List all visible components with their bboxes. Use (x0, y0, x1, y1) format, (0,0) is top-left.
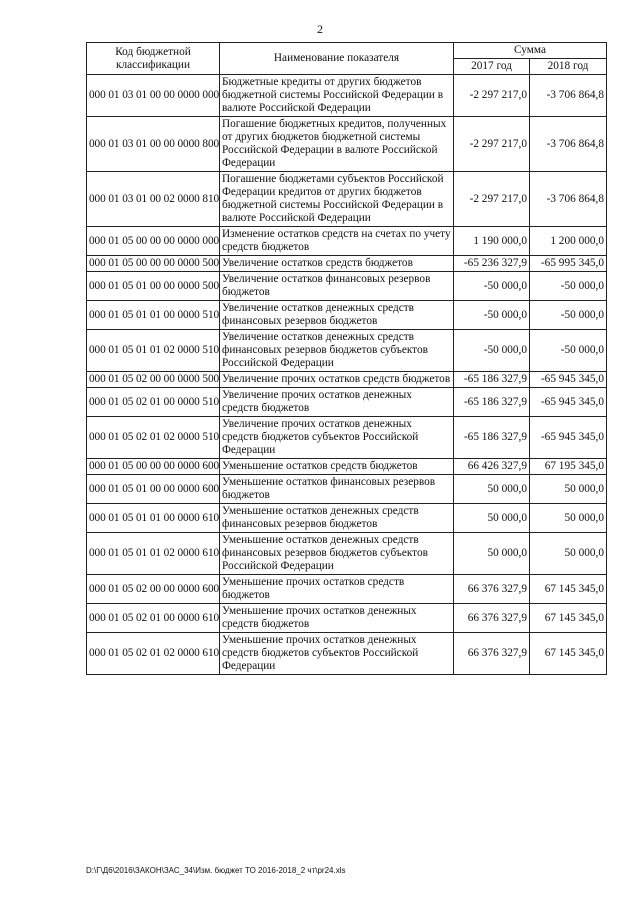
row-value-2017: -2 297 217,0 (454, 172, 530, 227)
row-code: 000 01 05 02 01 02 0000 610 (87, 633, 220, 675)
table-row (87, 533, 607, 575)
budget-table (86, 42, 607, 675)
row-value-2018: -3 706 864,8 (530, 117, 607, 172)
table-row (87, 504, 607, 533)
table-row (87, 256, 607, 272)
row-value-2017: 50 000,0 (454, 475, 530, 504)
row-value-2018: 67 145 345,0 (530, 633, 607, 675)
row-code: 000 01 05 02 01 02 0000 510 (87, 417, 220, 459)
row-code: 000 01 03 01 00 02 0000 810 (87, 172, 220, 227)
row-name: Увеличение прочих остатков денежных средств бюджетов субъектов Российской Федерации (220, 417, 454, 459)
row-value-2018: -50 000,0 (530, 330, 607, 372)
row-code: 000 01 05 02 00 00 0000 500 (87, 372, 220, 388)
row-name: Уменьшение прочих остатков денежных средств бюджетов субъектов Российской Федерации (220, 633, 454, 675)
table-row (87, 459, 607, 475)
table-row (87, 227, 607, 256)
header-row (87, 43, 607, 59)
table-row (87, 301, 607, 330)
table-row (87, 75, 607, 117)
row-code: 000 01 05 01 01 00 0000 510 (87, 301, 220, 330)
row-code: 000 01 05 01 01 02 0000 610 (87, 533, 220, 575)
row-value-2018: 50 000,0 (530, 533, 607, 575)
file-path-footer: D:\Г\Д6\2016\ЗАКОН\ЗАС_34\Изм. бюджет ТО 2016-2018_2 чт\pr24.xls (86, 866, 346, 875)
row-value-2017: -2 297 217,0 (454, 75, 530, 117)
row-value-2017: 50 000,0 (454, 504, 530, 533)
row-code: 000 01 03 01 00 00 0000 000 (87, 75, 220, 117)
header-name: Наименование показателя (220, 43, 454, 75)
row-name: Уменьшение остатков денежных средств финансовых резервов бюджетов (220, 504, 454, 533)
row-name: Увеличение остатков финансовых резервов бюджетов (220, 272, 454, 301)
row-name: Погашение бюджетами субъектов Российской Федерации кредитов от других бюджетов бюджетной системы Российской Федерации в валюте Российской Федерации (220, 172, 454, 227)
row-value-2018: 1 200 000,0 (530, 227, 607, 256)
table-row (87, 633, 607, 675)
table-row (87, 172, 607, 227)
row-value-2018: 67 145 345,0 (530, 604, 607, 633)
row-value-2017: -65 186 327,9 (454, 417, 530, 459)
table-row (87, 417, 607, 459)
row-value-2017: -2 297 217,0 (454, 117, 530, 172)
header-year-2018: 2018 год (530, 59, 607, 75)
row-value-2018: 67 195 345,0 (530, 459, 607, 475)
row-code: 000 01 03 01 00 00 0000 800 (87, 117, 220, 172)
row-code: 000 01 05 01 00 00 0000 500 (87, 272, 220, 301)
row-name: Увеличение остатков денежных средств финансовых резервов бюджетов (220, 301, 454, 330)
row-value-2017: 66 376 327,9 (454, 633, 530, 675)
row-name: Изменение остатков средств на счетах по учету средств бюджетов (220, 227, 454, 256)
row-name: Уменьшение остатков средств бюджетов (220, 459, 454, 475)
row-value-2018: -65 995 345,0 (530, 256, 607, 272)
table-row (87, 330, 607, 372)
row-code: 000 01 05 01 01 02 0000 510 (87, 330, 220, 372)
header-year-2017: 2017 год (454, 59, 530, 75)
row-code: 000 01 05 00 00 00 0000 600 (87, 459, 220, 475)
row-value-2018: -3 706 864,8 (530, 75, 607, 117)
row-value-2018: -3 706 864,8 (530, 172, 607, 227)
row-name: Бюджетные кредиты от других бюджетов бюджетной системы Российской Федерации в валюте Российской Федерации (220, 75, 454, 117)
table-row (87, 604, 607, 633)
row-name: Увеличение остатков средств бюджетов (220, 256, 454, 272)
page-number: 2 (317, 22, 323, 36)
row-value-2017: -65 186 327,9 (454, 372, 530, 388)
row-value-2017: -65 186 327,9 (454, 388, 530, 417)
row-code: 000 01 05 00 00 00 0000 500 (87, 256, 220, 272)
row-value-2018: -65 945 345,0 (530, 372, 607, 388)
row-code: 000 01 05 01 00 00 0000 600 (87, 475, 220, 504)
row-value-2017: 50 000,0 (454, 533, 530, 575)
row-code: 000 01 05 02 00 00 0000 600 (87, 575, 220, 604)
row-value-2018: 50 000,0 (530, 475, 607, 504)
row-value-2018: -65 945 345,0 (530, 388, 607, 417)
row-value-2018: -50 000,0 (530, 272, 607, 301)
row-value-2018: 50 000,0 (530, 504, 607, 533)
row-name: Увеличение прочих остатков денежных средств бюджетов (220, 388, 454, 417)
row-name: Увеличение прочих остатков средств бюджетов (220, 372, 454, 388)
row-value-2017: 66 426 327,9 (454, 459, 530, 475)
row-code: 000 01 05 00 00 00 0000 000 (87, 227, 220, 256)
row-value-2017: -65 236 327,9 (454, 256, 530, 272)
table-row (87, 372, 607, 388)
row-name: Уменьшение остатков денежных средств финансовых резервов бюджетов субъектов Российской Федерации (220, 533, 454, 575)
header-sum: Сумма (454, 43, 607, 59)
table-row (87, 388, 607, 417)
table-row (87, 575, 607, 604)
row-value-2017: -50 000,0 (454, 272, 530, 301)
row-value-2017: -50 000,0 (454, 301, 530, 330)
table-row (87, 475, 607, 504)
row-name: Уменьшение остатков финансовых резервов бюджетов (220, 475, 454, 504)
row-name: Погашение бюджетных кредитов, полученных от других бюджетов бюджетной системы Российской Федерации в валюте Российской Федерации (220, 117, 454, 172)
row-name: Уменьшение прочих остатков денежных средств бюджетов (220, 604, 454, 633)
row-name: Уменьшение прочих остатков средств бюджетов (220, 575, 454, 604)
row-code: 000 01 05 02 01 00 0000 510 (87, 388, 220, 417)
row-value-2018: -50 000,0 (530, 301, 607, 330)
row-value-2017: 66 376 327,9 (454, 575, 530, 604)
table-row (87, 117, 607, 172)
row-name: Увеличение остатков денежных средств финансовых резервов бюджетов субъектов Российской Федерации (220, 330, 454, 372)
table-row (87, 272, 607, 301)
row-code: 000 01 05 02 01 00 0000 610 (87, 604, 220, 633)
row-value-2017: 1 190 000,0 (454, 227, 530, 256)
row-value-2017: -50 000,0 (454, 330, 530, 372)
row-value-2018: 67 145 345,0 (530, 575, 607, 604)
row-code: 000 01 05 01 01 00 0000 610 (87, 504, 220, 533)
header-code: Код бюджетной классификации (87, 43, 220, 75)
row-value-2018: -65 945 345,0 (530, 417, 607, 459)
row-value-2017: 66 376 327,9 (454, 604, 530, 633)
